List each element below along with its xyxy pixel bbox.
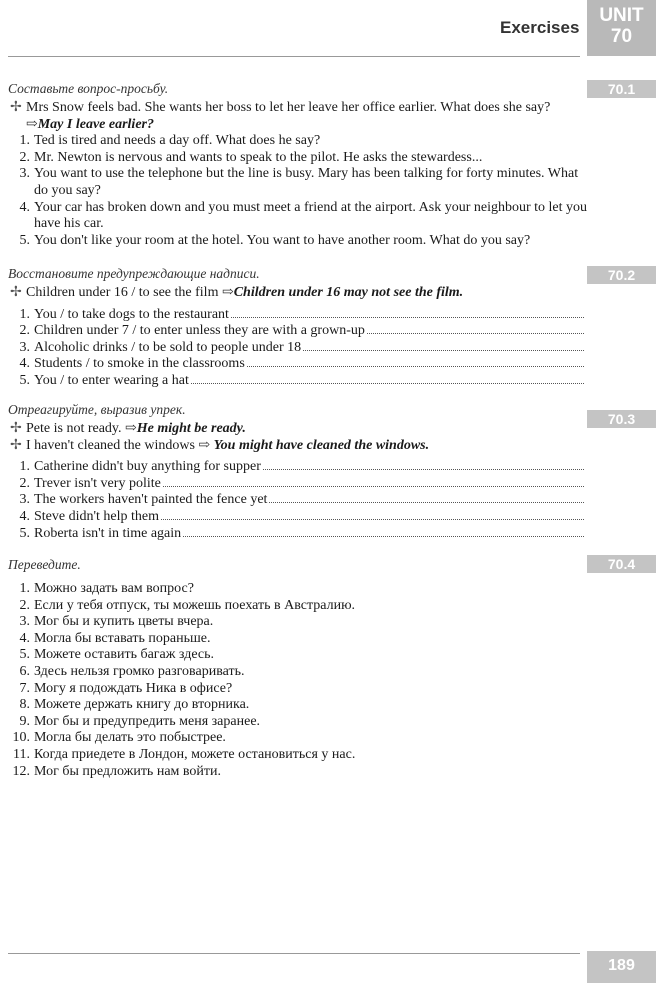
arrow-icon: ⇨ [125,421,137,436]
example-answer: May I leave earlier? [37,116,154,132]
list-item: 2. Если у тебя отпуск, ты можешь поехать в Австралию. [19,597,356,613]
exercise-70-2 [8,265,588,390]
page-number: 189 [587,951,656,983]
list-item: 5. You / to enter wearing a hat [8,373,588,390]
list-item: 5. Можете оставить багаж здесь. [19,647,214,663]
answer-line [163,486,584,487]
example-marker-icon: ✢ [10,437,22,453]
instruction: Восстановите предупреждающие надписи. [8,266,260,281]
exercise-70-3 [8,401,588,542]
answer-line [367,333,584,334]
list-item: 3. You want to use the telephone but the line is busy. Mary has been talking for forty minutes. What do you say? [19,166,579,198]
section-badge-70-4: 70.4 [587,555,656,573]
footer-rule [8,953,580,954]
example-answer: He might be ready. [136,421,246,436]
list-item: 5. You don't like your room at the hotel. You want to have another room. What do you say? [19,232,531,248]
exercise-70-1 [8,80,588,249]
arrow-icon: ⇨ [221,285,234,300]
arrow-icon: ⇨ [26,116,38,132]
list-item: 11. Когда приедете в Лондон, можете остановиться у нас. [13,746,356,762]
exercise-70-4 [8,556,588,780]
list-item: 6. Здесь нельзя громко разговаривать. [19,663,245,679]
list-item: 3. Alcoholic drinks / to be sold to people under 18 [8,340,588,357]
answer-line [231,317,584,318]
page-header-title: Exercises [500,18,580,37]
instruction: Составьте вопрос-просьбу. [8,81,169,96]
list-item: 1. Ted is tired and needs a day off. What does he say? [19,133,321,149]
example-marker-icon: ✢ [10,100,22,115]
list-item: 5. Roberta isn't in time again [8,526,588,543]
list-item: 12. Мог бы предложить нам войти. [12,763,222,779]
list-item: 4. Students / to smoke in the classrooms [8,356,588,373]
example: ✢ Pete is not ready. ⇨He might be ready. [10,421,246,436]
list-item: 3. Мог бы и купить цветы вчера. [19,614,214,630]
instruction: Отреагируйте, выразив упрек. [8,402,186,417]
unit-number: 70 [610,26,633,47]
example-marker-icon: ✢ [10,285,22,300]
list-item: 2. Mr. Newton is nervous and wants to speak to the pilot. He asks the stewardess... [19,149,483,165]
section-badge-70-3: 70.3 [587,410,656,428]
list-item: 8. Можете держать книгу до вторника. [19,697,250,713]
answer-line [247,366,584,367]
example-answer: Children under 16 may not see the film. [233,285,464,300]
answer-line [263,469,584,470]
answer-line [191,383,584,384]
example: ✢ Mrs Snow feels bad. She wants her boss to let her leave her office earlier. What does she say? ⇨May I leave earlier? [10,100,551,132]
answer-line [161,519,584,520]
example-answer: You might have cleaned the windows. [213,437,430,453]
list-item: 4. Могла бы вставать пораньше. [19,630,211,646]
header-rule [8,56,580,57]
example-marker-icon: ✢ [10,421,22,436]
answer-line [269,502,584,503]
answer-line [303,350,584,351]
list-item: 7. Могу я подождать Ника в офисе? [19,680,233,696]
section-badge-70-2: 70.2 [587,266,656,284]
list-item: 10. Могла бы делать это побыстрее. [12,730,226,746]
unit-label: UNIT [599,5,644,26]
list-item: 4. Steve didn't help them [8,509,588,526]
example: ✢ I haven't cleaned the windows ⇨ You might have cleaned the windows. [10,437,430,453]
list-item: 1. You / to take dogs to the restaurant [8,307,588,324]
list-item: 1. Можно задать вам вопрос? [19,581,194,596]
unit-badge [587,0,656,56]
instruction: Переведите. [8,557,81,572]
section-badge-70-1: 70.1 [587,80,656,98]
example: ✢ Children under 16 / to see the film ⇨Children under 16 may not see the film. [10,285,464,300]
list-item: 2. Children under 7 / to enter unless they are with a grown-up [8,323,588,340]
list-item: 3. The workers haven't painted the fence yet [8,492,588,509]
list-item: 1. Catherine didn't buy anything for supper [8,459,588,476]
list-item: 4. Your car has broken down and you must meet a friend at the airport. Ask your neighbour to let you have his car. [19,199,588,232]
list-item: 2. Trever isn't very polite [8,476,588,493]
arrow-icon: ⇨ [198,437,211,453]
answer-line [183,536,584,537]
list-item: 9. Мог бы и предупредить меня заранее. [19,713,261,729]
